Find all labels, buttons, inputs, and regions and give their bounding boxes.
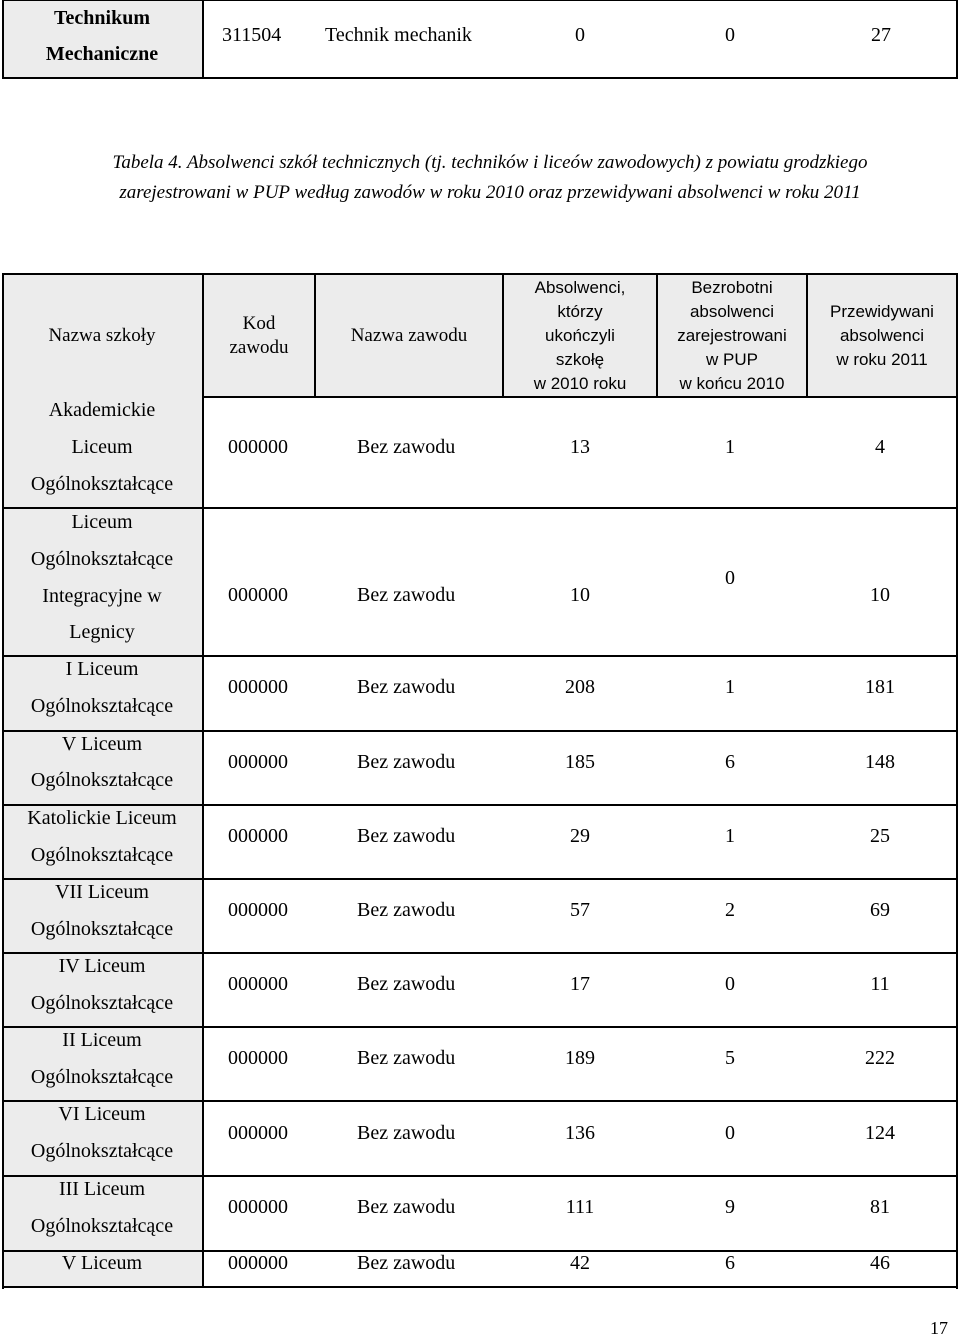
row-school-line: V Liceum [61,733,143,755]
row-code: 000000 [228,584,288,606]
row-unemployed: 0 [725,1122,735,1144]
row-forecast: 25 [870,825,890,847]
row-unemployed: 5 [725,1047,735,1069]
header-unemployed [658,275,806,396]
row-school-line: III Liceum [58,1178,146,1200]
header-graduates-line2: którzy [557,301,603,321]
header-unemployed-line1: Bezrobotni [691,277,773,297]
row-graduates: 111 [565,1196,595,1218]
row-code: 000000 [228,899,288,921]
row-unemployed: 0 [725,567,735,589]
row-school-line: Ogólnokształcące [30,992,174,1014]
row-code: 000000 [228,436,288,458]
row-forecast: 148 [865,751,895,773]
row-code: 000000 [228,973,288,995]
row-school-line: Ogólnokształcące [30,695,174,717]
row-forecast: 81 [870,1196,890,1218]
top-table-border-mid [202,0,204,79]
row-school-line: VII Liceum [55,881,149,903]
row-code: 000000 [228,1196,288,1218]
header-profession-label: Nazwa zawodu [350,324,468,346]
header-graduates-line5: w 2010 roku [533,373,627,393]
row-profession: Bez zawodu [357,1047,456,1069]
row-profession: Bez zawodu [357,584,456,606]
row-school-line: Ogólnokształcące [30,844,174,866]
top-table-border-right [956,0,958,79]
row-forecast: 46 [870,1252,890,1274]
row-school-line: Liceum [71,511,133,533]
table-caption [60,148,920,208]
row-code: 000000 [228,1047,288,1069]
row-graduates: 17 [570,973,590,995]
row-profession: Bez zawodu [357,825,456,847]
top-table-border-bottom [2,77,958,79]
row-code: 000000 [228,825,288,847]
header-graduates [504,275,656,396]
page-number: 17 [930,1318,948,1338]
row-unemployed: 9 [725,1196,735,1218]
row-forecast: 11 [870,973,890,995]
row-forecast: 124 [865,1122,895,1144]
row-forecast: 181 [865,676,895,698]
row-code: 000000 [228,1252,288,1274]
header-graduates-line1: Absolwenci, [534,277,626,297]
row-graduates: 208 [565,676,595,698]
row-profession: Bez zawodu [357,1196,456,1218]
row-school-line: V Liceum [61,1252,143,1274]
top-profession: Technik mechanik [325,24,472,46]
top-graduates: 0 [575,24,585,46]
header-code-line1: Kod [242,312,276,334]
row-school-line: Ogólnokształcące [30,1066,174,1088]
row-profession: Bez zawodu [357,1252,456,1274]
row-profession: Bez zawodu [357,436,456,458]
row-unemployed: 2 [725,899,735,921]
header-forecast-line3: w roku 2011 [836,349,928,369]
header-graduates-line3: ukończyli [545,325,615,345]
row-school-line: Ogólnokształcące [30,1215,174,1237]
row-school-line: I Liceum [65,658,139,680]
row-profession: Bez zawodu [357,973,456,995]
row-code: 000000 [228,1122,288,1144]
top-unemployed: 0 [725,24,735,46]
top-school-line2: Mechaniczne [45,43,159,65]
row-profession: Bez zawodu [357,676,456,698]
row-sep-1 [2,507,958,509]
row-forecast: 10 [870,584,890,606]
header-forecast [808,275,956,396]
row-unemployed: 6 [725,1252,735,1274]
row-school-line: IV Liceum [58,955,146,977]
row-school-line: Ogólnokształcące [30,1140,174,1162]
main-border-bottom [2,1286,958,1288]
row-profession: Bez zawodu [357,751,456,773]
header-forecast-line2: absolwenci [839,325,925,345]
row-unemployed: 1 [725,676,735,698]
row-graduates: 29 [570,825,590,847]
header-unemployed-line2: absolwenci [689,301,775,321]
row-school-line: Katolickie Liceum [27,807,177,829]
row-school-line: Ogólnokształcące [30,918,174,940]
top-forecast: 27 [871,24,891,46]
caption-line-1: Tabela 4. Absolwenci szkół technicznych (tj. techników i liceów zawodowych) z powiatu grodzkiego [112,152,868,173]
row-school-line: II Liceum [62,1029,142,1051]
main-border-right [956,273,958,1289]
header-code [204,275,314,396]
school-col-border [202,397,204,1287]
row-unemployed: 0 [725,973,735,995]
row-graduates: 189 [565,1047,595,1069]
row-school-line: Liceum [71,436,133,458]
row-forecast: 4 [875,436,885,458]
row-unemployed: 1 [725,825,735,847]
row-graduates: 10 [570,584,590,606]
row-profession: Bez zawodu [357,899,456,921]
header-school-label: Nazwa szkoły [48,324,156,346]
row-school-line: Akademickie [48,399,156,421]
top-code: 311504 [222,24,282,46]
row-graduates: 57 [570,899,590,921]
top-school-line1: Technikum [54,7,150,29]
row-unemployed: 6 [725,751,735,773]
row-forecast: 222 [865,1047,895,1069]
row-unemployed: 1 [725,436,735,458]
row-graduates: 185 [565,751,595,773]
header-profession [316,275,502,396]
header-unemployed-line5: w końcu 2010 [679,373,785,393]
row-school-line: Integracyjne w [42,585,162,607]
header-unemployed-line3: zarejestrowani [677,325,787,345]
row-code: 000000 [228,676,288,698]
row-school-line: Ogólnokształcące [30,769,174,791]
header-code-line2: zawodu [229,336,289,358]
row-school-line: VI Liceum [58,1103,146,1125]
row-graduates: 13 [570,436,590,458]
caption-line-2: zarejestrowani w PUP według zawodów w roku 2010 oraz przewidywani absolwenci w roku 2011 [119,182,861,203]
top-table-border-top [2,0,958,1]
row-school-line: Legnicy [69,621,135,643]
row-code: 000000 [228,751,288,773]
row-forecast: 69 [870,899,890,921]
row-graduates: 42 [570,1252,590,1274]
header-graduates-line4: szkołę [555,349,605,369]
row-graduates: 136 [565,1122,595,1144]
header-unemployed-line4: w PUP [706,349,758,369]
row-profession: Bez zawodu [357,1122,456,1144]
header-bottom-border [202,396,958,398]
header-forecast-line1: Przewidywani [830,301,934,321]
row-school-line: Ogólnokształcące [30,473,174,495]
header-school [2,275,202,396]
row-school-line: Ogólnokształcące [30,548,174,570]
